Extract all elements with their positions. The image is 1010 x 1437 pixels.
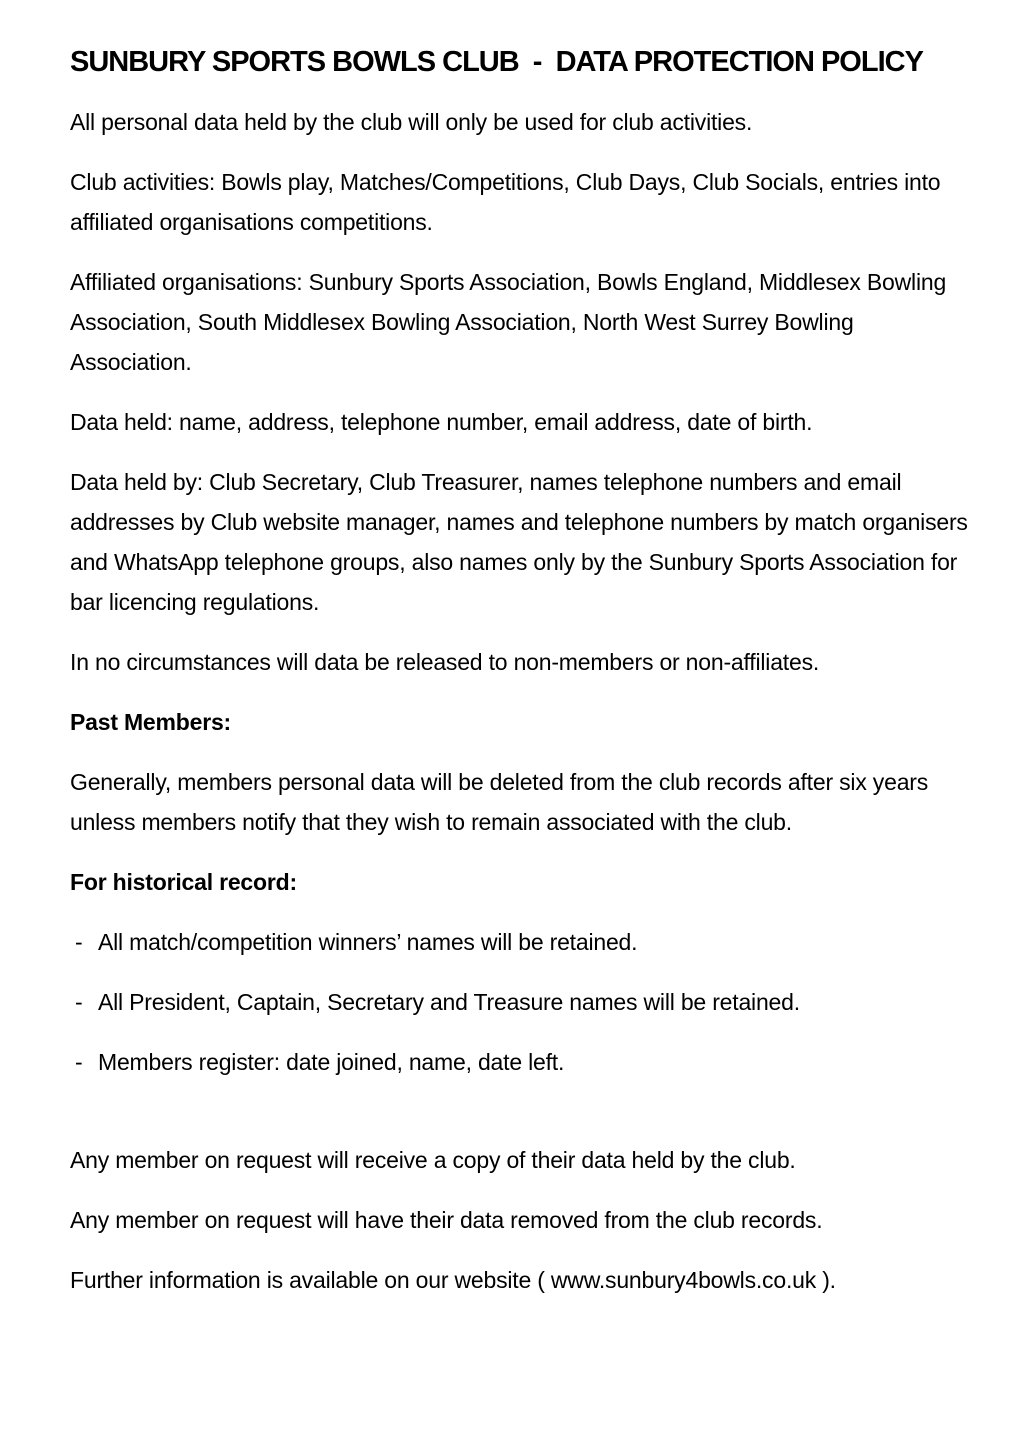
list-item-match-winners: [70, 922, 980, 962]
list-item-text: Members register: date joined, name, date left.: [98, 1049, 565, 1075]
list-item-members-register: [70, 1042, 980, 1082]
paragraph-data-held-by: Data held by: Club Secretary, Club Treasurer, names telephone numbers and email addresses by Club website manager, names and telephone numbers by match organisers and WhatsApp telephone groups, also names only by the Sunbury Sports Association for bar licencing regulations.: [70, 469, 968, 615]
list-item-officer-names: [70, 982, 980, 1022]
paragraph-member-remove: Any member on request will have their data removed from the club records.: [70, 1207, 823, 1233]
list-item-text: All match/competition winners’ names will be retained.: [98, 929, 638, 955]
bullet-dash: -: [75, 1049, 83, 1075]
paragraph-further-information: Further information is available on our website ( www.sunbury4bowls.co.uk ).: [70, 1267, 836, 1293]
paragraph-member-copy: Any member on request will receive a copy of their data held by the club.: [70, 1147, 796, 1173]
paragraph-no-release: In no circumstances will data be released to non-members or non-affiliates.: [70, 649, 820, 675]
bullet-dash: -: [75, 929, 83, 955]
paragraph-data-held: Data held: name, address, telephone number, email address, date of birth.: [70, 409, 813, 435]
paragraph-intro: All personal data held by the club will only be used for club activities.: [70, 109, 753, 135]
document-title: SUNBURY SPORTS BOWLS CLUB - DATA PROTECTION POLICY: [70, 46, 923, 78]
bullet-dash: -: [75, 989, 83, 1015]
paragraph-affiliated-organisations: Affiliated organisations: Sunbury Sports Association, Bowls England, Middlesex Bowling Association, South Middlesex Bowling Association, North West Surrey Bowling Association.: [70, 269, 947, 375]
heading-historical-record: For historical record:: [70, 869, 297, 895]
list-item-text: All President, Captain, Secretary and Treasure names will be retained.: [98, 989, 800, 1015]
heading-past-members: Past Members:: [70, 709, 232, 735]
paragraph-past-members-body: Generally, members personal data will be deleted from the club records after six years unless members notify that they wish to remain associated with the club.: [70, 769, 929, 835]
paragraph-club-activities: Club activities: Bowls play, Matches/Competitions, Club Days, Club Socials, entries into affiliated organisations competitions.: [70, 169, 941, 235]
